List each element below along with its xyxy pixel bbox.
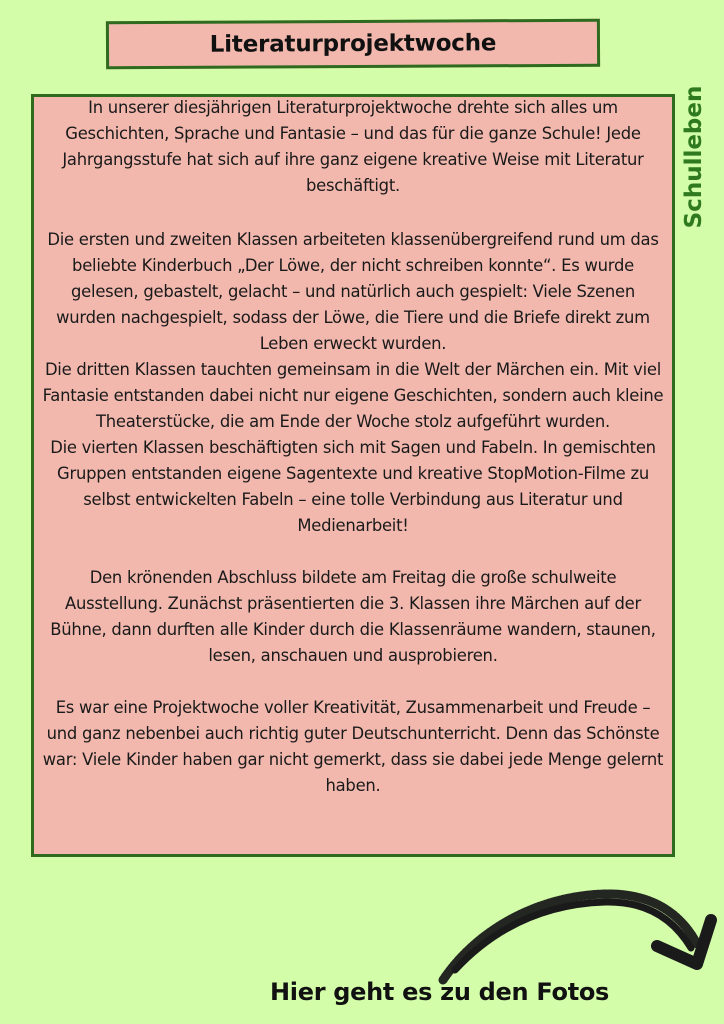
section-label: Schulleben xyxy=(681,85,707,229)
article-box xyxy=(31,94,675,857)
curved-arrow-icon xyxy=(425,882,724,992)
title-banner xyxy=(106,19,600,70)
article-paragraph-conclusion: Es war eine Projektwoche voller Kreativität, Zusammenarbeit und Freude – und ganz nebenbei auch richtig guter Deutschunterricht. Denn das Schönste war: Viele Kinder haben gar nicht gemerkt, dass sie dabei jede Menge gelernt haben. xyxy=(42,698,664,795)
article-paragraph-grade-4: Die vierten Klassen beschäftigten sich mit Sagen und Fabeln. In gemischten Gruppen entstanden eigene Sagentexte und kreative StopMotion-Filme zu selbst entwickelten Fabeln – eine tolle Verbindung aus Literatur und Medienarbeit! xyxy=(50,438,656,535)
article-paragraph-intro: In unserer diesjährigen Literaturprojektwoche drehte sich alles um Geschichten, Sprache und Fantasie – und das für die ganze Schule! Jede Jahrgangsstufe hat sich auf ihre ganz eigene kreative Weise mit Literatur beschäftigt. xyxy=(62,98,644,195)
article-paragraph-grade-3: Die dritten Klassen tauchten gemeinsam in die Welt der Märchen ein. Mit viel Fantasie entstanden dabei nicht nur eigene Geschichten, sondern auch kleine Theaterstücke, die am Ende der Woche stolz aufgeführt wurden. xyxy=(42,360,664,431)
page-title: Literaturprojektwoche xyxy=(209,30,497,58)
article-paragraph-grade-1-2: Die ersten und zweiten Klassen arbeiteten klassenübergreifend rund um das beliebte Kinderbuch „Der Löwe, der nicht schreiben konnte“. Es wurde gelesen, gebastelt, gelacht – und natürlich auch gespielt: Viele Szenen wurden nachgespielt, sodass der Löwe, die Tiere und die Briefe direkt zum Leben erweckt wurden. xyxy=(47,230,659,353)
article-paragraph-exhibition: Den krönenden Abschluss bildete am Freitag die große schulweite Ausstellung. Zunächst präsentierten die 3. Klassen ihre Märchen auf der Bühne, dann durften alle Kinder durch die Klassenräume wandern, staunen, lesen, anschauen und ausprobieren. xyxy=(50,568,656,665)
photos-link[interactable]: Hier geht es zu den Fotos xyxy=(270,978,610,1006)
